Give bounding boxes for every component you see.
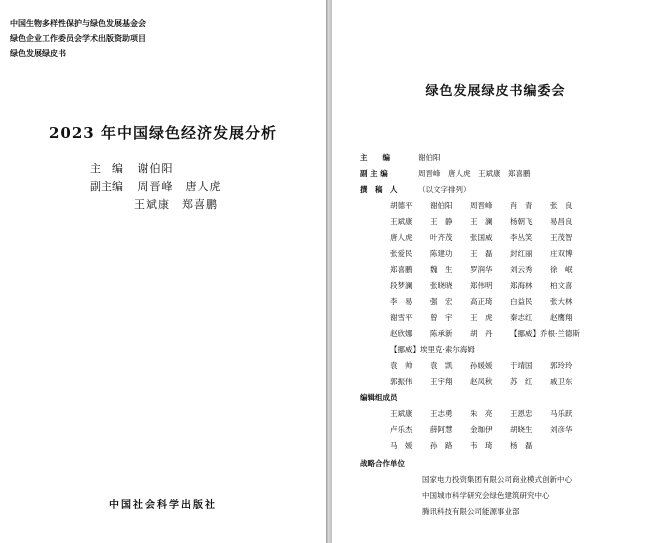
writer-name: 叶齐茂 bbox=[430, 233, 453, 242]
book-title: 2023 年中国绿色经济发展分析 bbox=[49, 124, 277, 142]
deputy-credit bbox=[90, 178, 222, 194]
writer-name: 强 宏 bbox=[430, 297, 453, 306]
name-list: 谢伯阳 bbox=[418, 153, 441, 162]
writer-name: 于靖国 bbox=[510, 361, 533, 370]
staff-name: 杨 磊 bbox=[510, 441, 533, 450]
writer-name: 胡德平 bbox=[390, 201, 413, 210]
writer-name: 张国威 bbox=[470, 233, 493, 242]
writer-name: 秦志红 bbox=[510, 313, 533, 322]
writer-name: 张大林 bbox=[550, 297, 573, 306]
partner-org: 中国城市科学研究会绿色建筑研究中心 bbox=[422, 491, 550, 500]
writer-name: 【挪威】乔根·兰德斯 bbox=[510, 329, 580, 338]
writer-name: 张爱民 bbox=[390, 249, 413, 258]
committee-title: 绿色发展绿皮书编委会 bbox=[425, 84, 566, 99]
role-label: 副 主 编 bbox=[360, 169, 388, 178]
writer-list-row bbox=[390, 232, 590, 243]
editorial-staff-heading: 编辑组成员 bbox=[360, 393, 398, 402]
sponsor-line: 绿色发展绿皮书 bbox=[10, 49, 66, 58]
writer-name: 谢伯阳 bbox=[430, 201, 453, 210]
writer-name: 白益民 bbox=[510, 297, 533, 306]
writer-name: 魏 生 bbox=[430, 265, 453, 274]
writer-name: 苏 红 bbox=[510, 377, 533, 386]
editor-role: 主 编 bbox=[90, 162, 123, 175]
staff-name: 薛阿慧 bbox=[430, 425, 453, 434]
writer-name: 张 良 bbox=[550, 201, 573, 210]
staff-name: 王斌康 bbox=[390, 409, 413, 418]
staff-name: 孙 路 bbox=[430, 441, 453, 450]
partners-heading: 战略合作单位 bbox=[360, 459, 405, 468]
deputy-credit-cont bbox=[134, 196, 218, 212]
writer-name: 李 易 bbox=[390, 297, 413, 306]
writer-name: 高正琦 bbox=[470, 297, 493, 306]
writer-list-row bbox=[390, 200, 590, 211]
staff-name: 马 媛 bbox=[390, 441, 413, 450]
writer-name: 刘云秀 bbox=[510, 265, 533, 274]
writer-name: 郭振伟 bbox=[390, 377, 413, 386]
writer-name: 封红丽 bbox=[510, 249, 533, 258]
sponsor-line: 中国生物多样性保护与绿色发展基金会 bbox=[10, 19, 146, 28]
staff-name: 王志勇 bbox=[430, 409, 453, 418]
deputy-role: 副主编 bbox=[90, 180, 123, 193]
role-label: 主 编 bbox=[360, 153, 390, 162]
writer-name: 杨朝飞 bbox=[510, 217, 533, 226]
writer-name: 王宇翔 bbox=[430, 377, 453, 386]
writer-name: 罗润华 bbox=[470, 265, 493, 274]
writer-name: 胡 丹 bbox=[470, 329, 493, 338]
staff-name: 卢乐杰 bbox=[390, 425, 413, 434]
writer-list-row bbox=[390, 376, 590, 387]
writer-name: 【挪威】埃里克·索尔海姆 bbox=[390, 345, 475, 354]
writer-name: 庄双博 bbox=[550, 249, 573, 258]
sponsor-line: 绿色企业工作委员会学术出版资助项目 bbox=[10, 34, 146, 43]
right-page bbox=[332, 0, 659, 543]
writer-name: 陈承新 bbox=[430, 329, 453, 338]
writer-name: 王 磊 bbox=[470, 249, 493, 258]
writer-name: 袁 凯 bbox=[430, 361, 453, 370]
partner-org: 国家电力投资集团有限公司商业模式创新中心 bbox=[422, 475, 572, 484]
writer-name: 袁 帅 bbox=[390, 361, 413, 370]
writer-name: 肖 青 bbox=[510, 201, 533, 210]
staff-name: 胡晓生 bbox=[510, 425, 533, 434]
staff-name: 韦 琦 bbox=[470, 441, 493, 450]
partner-org: 腾讯科技有限公司能源事业部 bbox=[422, 507, 520, 516]
writer-name: 王茂智 bbox=[550, 233, 573, 242]
ordering-note: （以文字排列） bbox=[418, 185, 471, 194]
writer-name: 柏文喜 bbox=[550, 281, 573, 290]
writer-list-row bbox=[390, 248, 590, 259]
editor-name: 谢伯阳 bbox=[137, 162, 174, 175]
writer-name: 王 静 bbox=[430, 217, 453, 226]
writer-list-row bbox=[390, 344, 475, 355]
staff-list-row bbox=[390, 408, 590, 419]
deputy-names: 周晋峰 唐人虎 bbox=[137, 180, 222, 193]
staff-name: 朱 亮 bbox=[470, 409, 493, 418]
writer-name: 赵欣娜 bbox=[390, 329, 413, 338]
writer-name: 郑喜鹏 bbox=[390, 265, 413, 274]
writer-name: 赵凤秋 bbox=[470, 377, 493, 386]
writer-name: 王斌康 bbox=[390, 217, 413, 226]
writer-name: 郑海林 bbox=[510, 281, 533, 290]
role-label: 撰 稿 人 bbox=[360, 185, 398, 194]
writer-name: 徐 岷 bbox=[550, 265, 573, 274]
writer-name: 谢雪平 bbox=[390, 313, 413, 322]
left-page bbox=[0, 0, 326, 543]
writer-name: 曾 宇 bbox=[430, 313, 453, 322]
publisher-logo: 中国社会科学出版社 bbox=[109, 500, 217, 511]
staff-name: 王恩忠 bbox=[510, 409, 533, 418]
writer-list-row bbox=[390, 328, 580, 339]
staff-name: 金珈伊 bbox=[470, 425, 493, 434]
writer-name: 王 虎 bbox=[470, 313, 493, 322]
staff-list-row bbox=[390, 424, 590, 435]
writer-name: 郑伟明 bbox=[470, 281, 493, 290]
writer-name: 赵鹰翔 bbox=[550, 313, 573, 322]
writer-name: 戚卫东 bbox=[550, 377, 573, 386]
deputy-names: 王斌康 郑喜鹏 bbox=[134, 198, 218, 211]
writer-list-row bbox=[390, 360, 590, 371]
writer-list-row bbox=[390, 264, 590, 275]
writer-list-row bbox=[390, 312, 590, 323]
writer-name: 周晋峰 bbox=[470, 201, 493, 210]
staff-name: 刘彦华 bbox=[550, 425, 573, 434]
writer-name: 易昌良 bbox=[550, 217, 573, 226]
writer-name: 段梦澜 bbox=[390, 281, 413, 290]
writer-list-row bbox=[390, 216, 590, 227]
staff-name: 马乐跃 bbox=[550, 409, 573, 418]
writer-list-row bbox=[390, 280, 590, 291]
writer-list-row bbox=[390, 296, 590, 307]
writer-name: 李丛笑 bbox=[510, 233, 533, 242]
writer-name: 唐人虎 bbox=[390, 233, 413, 242]
writer-name: 孙媛媛 bbox=[470, 361, 493, 370]
staff-list-row bbox=[390, 440, 550, 451]
writer-name: 张晓晓 bbox=[430, 281, 453, 290]
editor-credit bbox=[90, 160, 174, 176]
writer-name: 陈建功 bbox=[430, 249, 453, 258]
writer-name: 郭玲玲 bbox=[550, 361, 573, 370]
writer-name: 王 澜 bbox=[470, 217, 493, 226]
name-list: 周晋峰 唐人虎 王斌康 郑喜鹏 bbox=[418, 169, 531, 178]
